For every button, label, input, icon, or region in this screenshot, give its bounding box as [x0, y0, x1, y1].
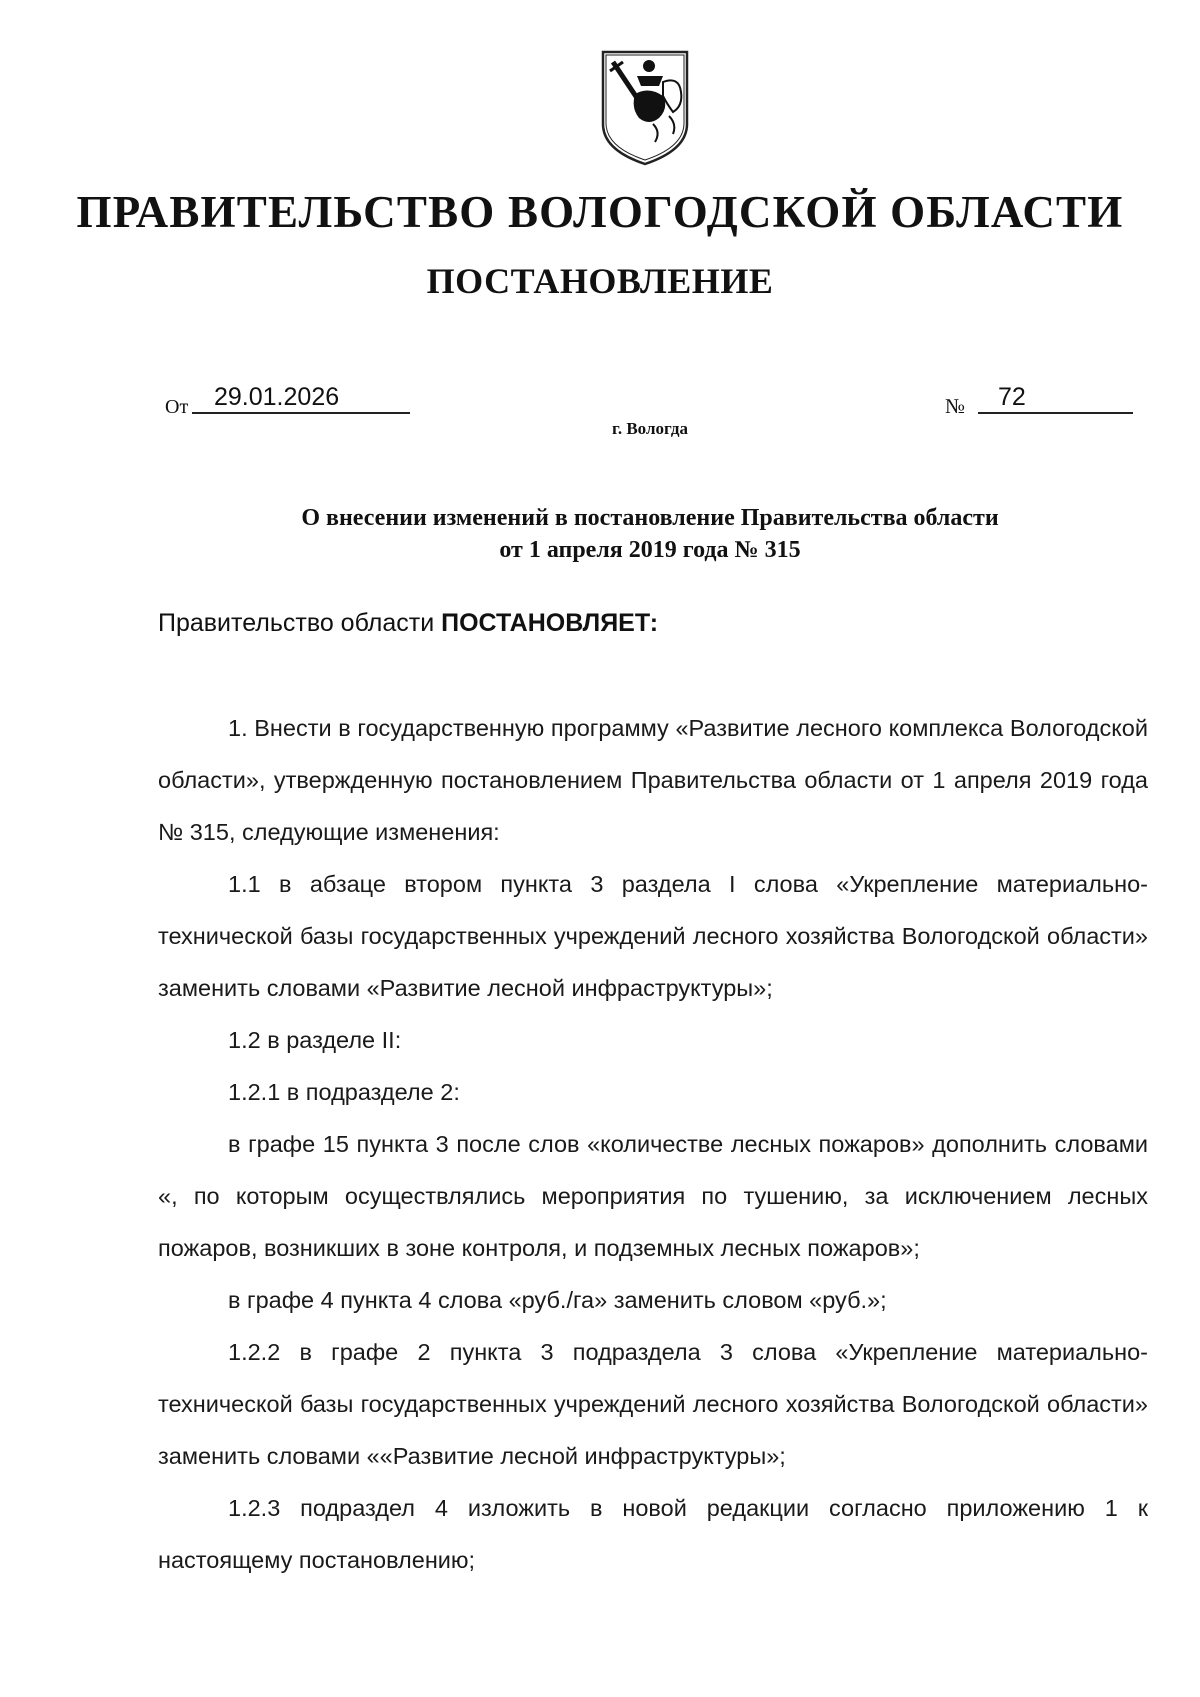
document-number: 72: [978, 380, 1133, 414]
document-body: [158, 702, 1148, 1586]
paragraph-graph-4: в графе 4 пункта 4 слова «руб./га» заменить словом «руб.»;: [228, 1287, 887, 1313]
document-type-title: ПОСТАНОВЛЕНИЕ: [426, 261, 774, 301]
document-subject: [0, 502, 1200, 566]
subject-line-1: О внесении изменений в постановление Правительства области: [301, 505, 999, 531]
paragraph-graph-15: в графе 15 пункта 3 после слов «количестве лесных пожаров» дополнить словами «, по которым осуществлялись мероприятия по тушению, за исключением лесных пожаров, возникших в зоне контроля, и подземных лесных пожаров»;: [158, 1131, 1148, 1261]
paragraph-1-2-3: 1.2.3 подраздел 4 изложить в новой редакции согласно приложению 1 к настоящему постановлению;: [158, 1495, 1148, 1573]
paragraph-1-2-1: 1.2.1 в подразделе 2:: [228, 1079, 460, 1105]
government-title: ПРАВИТЕЛЬСТВО ВОЛОГОДСКОЙ ОБЛАСТИ: [76, 187, 1124, 237]
preamble: [158, 609, 658, 638]
document-date: 29.01.2026: [192, 380, 410, 414]
paragraph-1-2: 1.2 в разделе II:: [228, 1027, 402, 1053]
paragraph-1-2-2: 1.2.2 в графе 2 пункта 3 подраздела 3 слова «Укрепление материально-технической базы государственных учреждений лесного хозяйства Вологодской области» заменить словами ««Развитие лесной инфраструктуры»;: [158, 1339, 1148, 1469]
preamble-text: Правительство области: [158, 609, 442, 637]
paragraph-1-1: 1.1 в абзаце втором пункта 3 раздела I слова «Укрепление материально-технической базы государственных учреждений лесного хозяйства Вологодской области» заменить словами «Развитие лесной инфраструктуры»;: [158, 871, 1148, 1001]
paragraph-1: 1. Внести в государственную программу «Развитие лесного комплекса Вологодской области», утвержденную постановлением Правительства области от 1 апреля 2019 года № 315, следующие изменения:: [158, 715, 1148, 845]
subject-line-2: от 1 апреля 2019 года № 315: [499, 537, 801, 563]
vologda-coat-of-arms-icon: [597, 46, 693, 168]
date-prefix-label: От: [165, 396, 189, 418]
number-prefix-label: №: [945, 394, 966, 418]
preamble-emphasis: ПОСТАНОВЛЯЕТ:: [441, 609, 659, 637]
city-label: г. Вологда: [612, 419, 688, 438]
